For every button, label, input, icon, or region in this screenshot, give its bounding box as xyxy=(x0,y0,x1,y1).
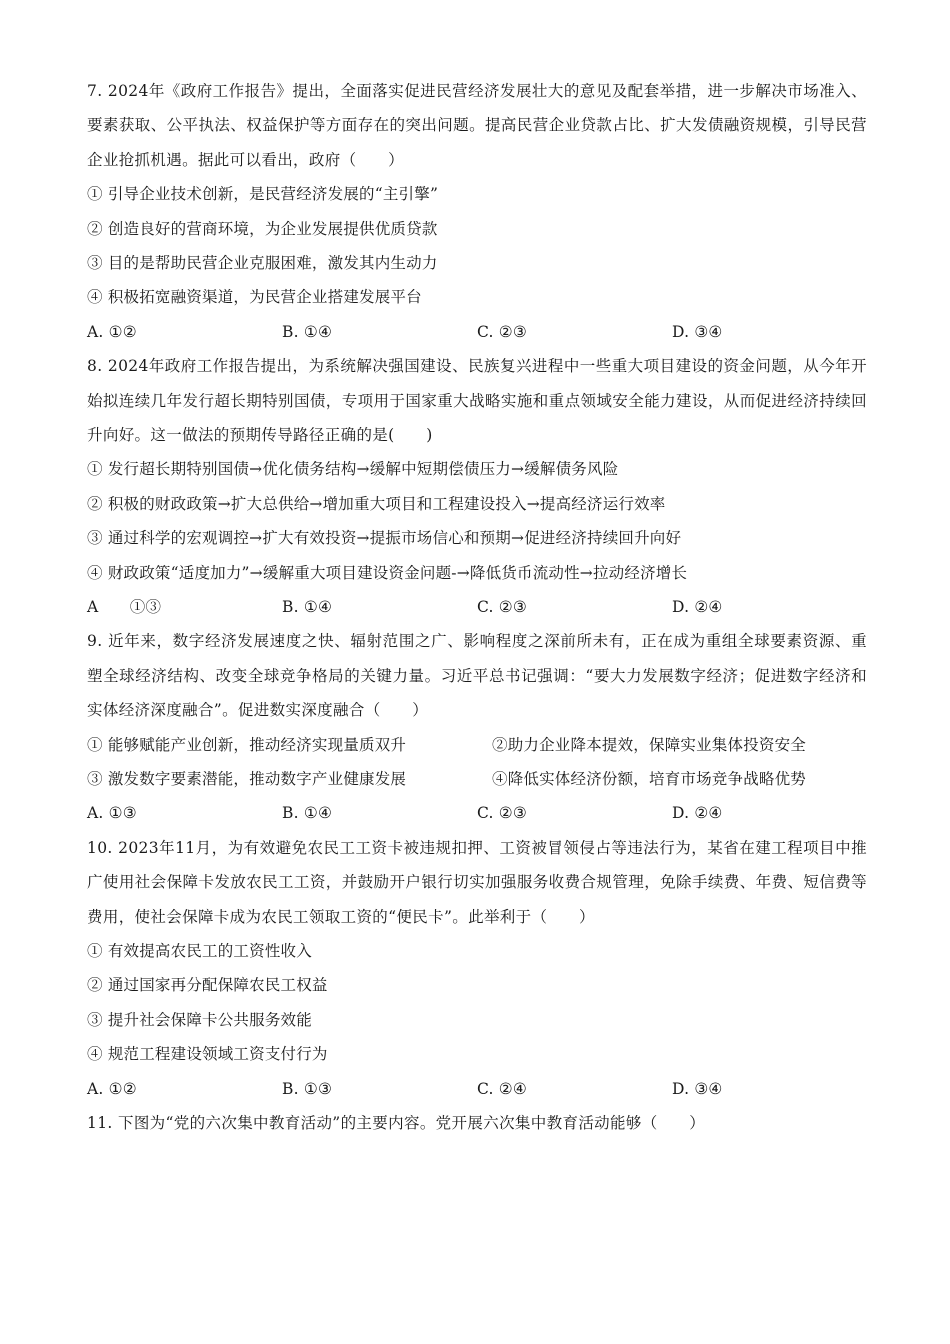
option-d: D. ②④ xyxy=(672,597,723,616)
question-stem: 10. 2023年11月，为有效避免农民工工资卡被违规扣押、工资被冒领侵占等违法行为，某省在建工程项目中推广使用社会保障卡发放农民工工资，并鼓励开户银行切实加强服务收费合规管理，免除手续费、年费、短信费等费用，使社会保障卡成为农民工领取工资的“便民卡”。此举利于（ ） xyxy=(87,838,867,926)
option-b: B. ①④ xyxy=(282,804,333,823)
question-stem: 8. 2024年政府工作报告提出，为系统解决强国建设、民族复兴进程中一些重大项目建设的资金问题，从今年开始拟连续几年发行超长期特别国债，专项用于国家重大战略实施和重点领域安全能力建设，从而促进经济持续回升向好。这一做法的预期传导路径正确的是( ) xyxy=(87,357,867,444)
statement-item: ④ 规范工程建设领域工资支付行为 xyxy=(87,1045,328,1064)
statement-item: ② 积极的财政政策→扩大总供给→增加重大项目和工程建设投入→提高经济运行效率 xyxy=(87,494,666,513)
statement-item: ②助力企业降本提效，保障实业集体投资安全 xyxy=(492,735,807,754)
question-9 xyxy=(87,624,867,830)
option-a: A ①③ xyxy=(87,597,162,616)
statement-item: ① 发行超长期特别国债→优化债务结构→缓解中短期偿债压力→缓解债务风险 xyxy=(87,460,619,479)
statement-row xyxy=(87,762,867,796)
question-stem: 11. 下图为“党的六次集中教育活动”的主要内容。党开展六次集中教育活动能够（ ） xyxy=(87,1113,706,1132)
statement-item: ② 通过国家再分配保障农民工权益 xyxy=(87,976,328,995)
option-b: B. ①④ xyxy=(282,322,333,341)
option-c: C. ②④ xyxy=(477,1079,527,1098)
option-b: B. ①③ xyxy=(282,1079,333,1098)
answer-options xyxy=(87,796,867,830)
option-c: C. ②③ xyxy=(477,322,527,341)
option-d: D. ③④ xyxy=(672,322,723,341)
option-d: D. ③④ xyxy=(672,1079,723,1098)
question-10 xyxy=(87,831,867,1106)
option-c: C. ②③ xyxy=(477,597,527,616)
statement-item: ① 引导企业技术创新，是民营经济发展的“主引擎” xyxy=(87,185,439,204)
statement-item: ③ 目的是帮助民营企业克服困难，激发其内生动力 xyxy=(87,254,438,272)
option-a: A. ①② xyxy=(87,1079,137,1098)
option-a: A. ①③ xyxy=(87,804,137,823)
answer-options xyxy=(87,1072,867,1106)
option-a: A. ①② xyxy=(87,322,137,341)
option-c: C. ②③ xyxy=(477,804,527,823)
question-7 xyxy=(87,74,867,349)
statement-item: ④ 积极拓宽融资渠道，为民营企业搭建发展平台 xyxy=(87,288,422,307)
option-d: D. ②④ xyxy=(672,804,723,823)
statement-item: ③ 提升社会保障卡公共服务效能 xyxy=(87,1010,312,1029)
question-8 xyxy=(87,349,867,624)
statement-item: ① 能够赋能产业创新，推动经济实现量质双升 xyxy=(87,735,407,754)
statement-item: ④ 财政政策“适度加力”→缓解重大项目建设资金问题-→降低货币流动性→拉动经济增长 xyxy=(87,563,688,582)
statement-item: ④降低实体经济份额，培育市场竞争战略优势 xyxy=(492,769,807,788)
question-stem: 7. 2024年《政府工作报告》提出，全面落实促进民营经济发展壮大的意见及配套举措，进一步解决市场准入、要素获取、公平执法、权益保护等方面存在的突出问题。提高民营企业贷款占比、扩大发债融资规模，引导民营企业抢抓机遇。据此可以看出，政府（ ） xyxy=(87,82,867,169)
question-stem: 9. 近年来，数字经济发展速度之快、辐射范围之广、影响程度之深前所未有，正在成为重组全球要素资源、重塑全球经济结构、改变全球竞争格局的关键力量。习近平总书记强调：“要大力发展数字经济；促进数字经济和实体经济深度融合”。促进数实深度融合（ ） xyxy=(87,632,867,720)
statement-item: ③ 激发数字要素潜能，推动数字产业健康发展 xyxy=(87,769,407,788)
option-b: B. ①④ xyxy=(282,597,333,616)
answer-options xyxy=(87,590,867,624)
statement-item: ③ 通过科学的宏观调控→扩大有效投资→提振市场信心和预期→促进经济持续回升向好 xyxy=(87,529,682,548)
statement-item: ② 创造良好的营商环境，为企业发展提供优质贷款 xyxy=(87,219,438,238)
answer-options xyxy=(87,315,867,349)
exam-page xyxy=(87,74,867,1140)
statement-row xyxy=(87,728,867,762)
statement-item: ① 有效提高农民工的工资性收入 xyxy=(87,941,312,960)
question-11 xyxy=(87,1106,867,1140)
